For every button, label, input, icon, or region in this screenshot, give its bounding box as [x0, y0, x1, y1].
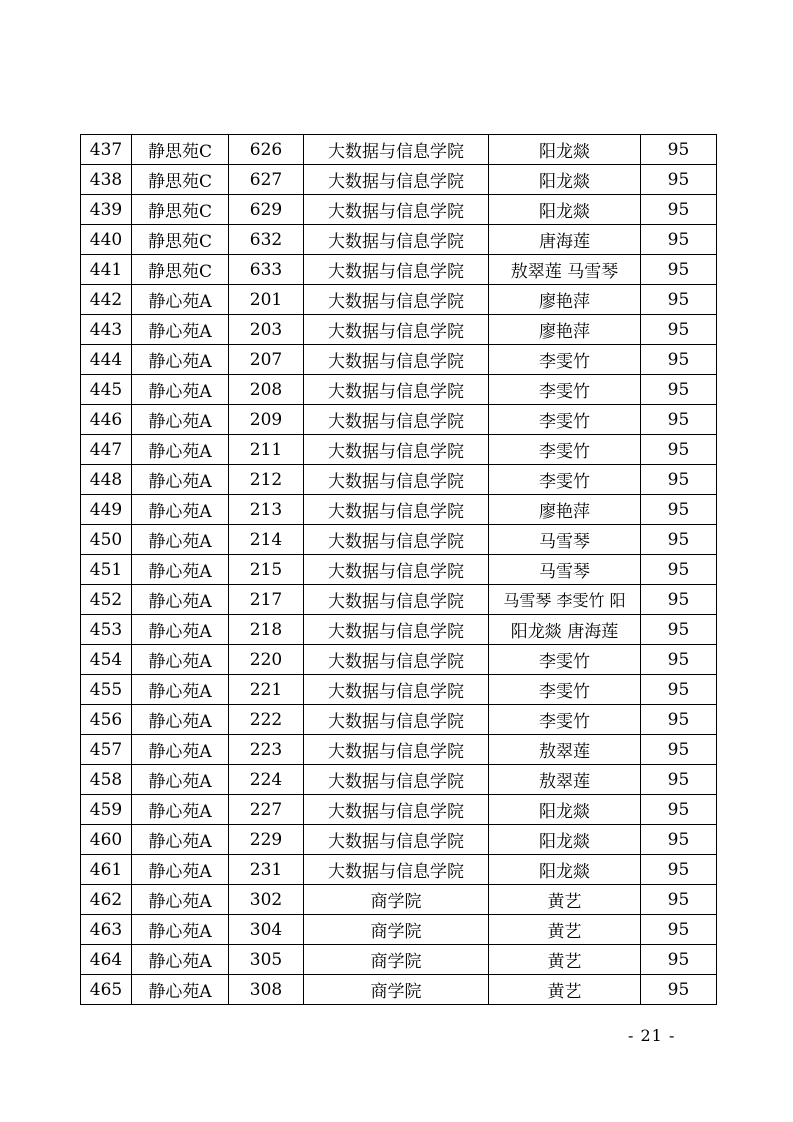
- cell-building: 静心苑A: [132, 615, 229, 645]
- cell-person: 黄艺: [489, 885, 641, 915]
- cell-building: 静思苑C: [132, 255, 229, 285]
- cell-room: 304: [229, 915, 304, 945]
- cell-room: 201: [229, 285, 304, 315]
- cell-number: 437: [81, 135, 132, 165]
- cell-building: 静思苑C: [132, 165, 229, 195]
- table-row: [81, 435, 717, 465]
- table-row: [81, 975, 717, 1005]
- cell-number: 455: [81, 675, 132, 705]
- cell-room: 217: [229, 585, 304, 615]
- cell-building: 静心苑A: [132, 555, 229, 585]
- dorm-score-table: [80, 134, 717, 1005]
- table-row: [81, 225, 717, 255]
- cell-score: 95: [641, 705, 717, 735]
- cell-college: 大数据与信息学院: [304, 615, 489, 645]
- table-row: [81, 375, 717, 405]
- cell-score: 95: [641, 435, 717, 465]
- cell-score: 95: [641, 315, 717, 345]
- cell-room: 224: [229, 765, 304, 795]
- cell-person: 阳龙燚 唐海莲: [489, 615, 641, 645]
- cell-score: 95: [641, 465, 717, 495]
- cell-person: 李雯竹: [489, 675, 641, 705]
- cell-building: 静心苑A: [132, 525, 229, 555]
- cell-building: 静思苑C: [132, 195, 229, 225]
- cell-college: 大数据与信息学院: [304, 825, 489, 855]
- cell-college: 大数据与信息学院: [304, 765, 489, 795]
- cell-person: 李雯竹: [489, 435, 641, 465]
- cell-college: 大数据与信息学院: [304, 255, 489, 285]
- cell-college: 大数据与信息学院: [304, 135, 489, 165]
- cell-number: 464: [81, 945, 132, 975]
- cell-person: 李雯竹: [489, 645, 641, 675]
- cell-college: 大数据与信息学院: [304, 165, 489, 195]
- cell-score: 95: [641, 915, 717, 945]
- cell-number: 459: [81, 795, 132, 825]
- cell-person: 李雯竹: [489, 705, 641, 735]
- cell-college: 大数据与信息学院: [304, 465, 489, 495]
- table-row: [81, 885, 717, 915]
- cell-number: 445: [81, 375, 132, 405]
- cell-person: 阳龙燚: [489, 825, 641, 855]
- cell-room: 209: [229, 405, 304, 435]
- cell-person: 马雪琴: [489, 555, 641, 585]
- table-row: [81, 135, 717, 165]
- cell-person: 敖翠莲: [489, 735, 641, 765]
- cell-score: 95: [641, 765, 717, 795]
- cell-college: 大数据与信息学院: [304, 855, 489, 885]
- table-row: [81, 735, 717, 765]
- cell-number: 462: [81, 885, 132, 915]
- table-row: [81, 945, 717, 975]
- table-row: [81, 615, 717, 645]
- cell-score: 95: [641, 345, 717, 375]
- cell-room: 207: [229, 345, 304, 375]
- cell-number: 454: [81, 645, 132, 675]
- table-row: [81, 645, 717, 675]
- cell-person: 阳龙燚: [489, 195, 641, 225]
- cell-college: 大数据与信息学院: [304, 345, 489, 375]
- table-row: [81, 795, 717, 825]
- table-row: [81, 825, 717, 855]
- cell-score: 95: [641, 645, 717, 675]
- cell-score: 95: [641, 375, 717, 405]
- cell-building: 静心苑A: [132, 975, 229, 1005]
- cell-person: 李雯竹: [489, 405, 641, 435]
- table-row: [81, 195, 717, 225]
- cell-number: 465: [81, 975, 132, 1005]
- cell-score: 95: [641, 225, 717, 255]
- cell-room: 227: [229, 795, 304, 825]
- cell-person: 李雯竹: [489, 465, 641, 495]
- cell-room: 627: [229, 165, 304, 195]
- cell-score: 95: [641, 195, 717, 225]
- cell-number: 446: [81, 405, 132, 435]
- cell-person: 阳龙燚: [489, 165, 641, 195]
- cell-college: 大数据与信息学院: [304, 675, 489, 705]
- cell-number: 458: [81, 765, 132, 795]
- table-row: [81, 165, 717, 195]
- cell-person: 马雪琴: [489, 525, 641, 555]
- cell-score: 95: [641, 945, 717, 975]
- cell-building: 静心苑A: [132, 705, 229, 735]
- cell-score: 95: [641, 795, 717, 825]
- cell-score: 95: [641, 555, 717, 585]
- cell-college: 商学院: [304, 975, 489, 1005]
- cell-building: 静心苑A: [132, 945, 229, 975]
- cell-building: 静心苑A: [132, 465, 229, 495]
- cell-college: 大数据与信息学院: [304, 585, 489, 615]
- cell-room: 211: [229, 435, 304, 465]
- cell-person: 廖艳萍: [489, 285, 641, 315]
- cell-college: 大数据与信息学院: [304, 375, 489, 405]
- cell-number: 453: [81, 615, 132, 645]
- cell-building: 静心苑A: [132, 345, 229, 375]
- table-row: [81, 585, 717, 615]
- cell-score: 95: [641, 975, 717, 1005]
- cell-number: 456: [81, 705, 132, 735]
- cell-score: 95: [641, 675, 717, 705]
- table-body: [81, 135, 717, 1005]
- cell-person: 李雯竹: [489, 345, 641, 375]
- cell-building: 静心苑A: [132, 495, 229, 525]
- cell-person: 唐海莲: [489, 225, 641, 255]
- cell-score: 95: [641, 825, 717, 855]
- cell-number: 448: [81, 465, 132, 495]
- table-row: [81, 495, 717, 525]
- cell-person: 阳龙燚: [489, 855, 641, 885]
- cell-number: 457: [81, 735, 132, 765]
- cell-college: 大数据与信息学院: [304, 525, 489, 555]
- cell-building: 静心苑A: [132, 315, 229, 345]
- cell-room: 215: [229, 555, 304, 585]
- table-row: [81, 255, 717, 285]
- cell-room: 208: [229, 375, 304, 405]
- cell-person: 黄艺: [489, 975, 641, 1005]
- cell-college: 大数据与信息学院: [304, 495, 489, 525]
- cell-number: 463: [81, 915, 132, 945]
- cell-score: 95: [641, 135, 717, 165]
- cell-score: 95: [641, 855, 717, 885]
- cell-person: 敖翠莲 马雪琴: [489, 255, 641, 285]
- cell-room: 222: [229, 705, 304, 735]
- cell-building: 静心苑A: [132, 285, 229, 315]
- cell-person: 黄艺: [489, 945, 641, 975]
- cell-room: 221: [229, 675, 304, 705]
- cell-person: 黄艺: [489, 915, 641, 945]
- cell-building: 静思苑C: [132, 135, 229, 165]
- table-row: [81, 705, 717, 735]
- table-row: [81, 525, 717, 555]
- cell-number: 441: [81, 255, 132, 285]
- cell-score: 95: [641, 615, 717, 645]
- cell-number: 443: [81, 315, 132, 345]
- cell-college: 大数据与信息学院: [304, 195, 489, 225]
- cell-building: 静心苑A: [132, 435, 229, 465]
- cell-college: 大数据与信息学院: [304, 645, 489, 675]
- cell-building: 静心苑A: [132, 735, 229, 765]
- cell-number: 438: [81, 165, 132, 195]
- cell-college: 大数据与信息学院: [304, 555, 489, 585]
- table-row: [81, 765, 717, 795]
- cell-room: 633: [229, 255, 304, 285]
- cell-college: 大数据与信息学院: [304, 435, 489, 465]
- cell-score: 95: [641, 255, 717, 285]
- cell-college: 大数据与信息学院: [304, 405, 489, 435]
- cell-number: 442: [81, 285, 132, 315]
- cell-college: 大数据与信息学院: [304, 285, 489, 315]
- cell-number: 451: [81, 555, 132, 585]
- cell-building: 静心苑A: [132, 825, 229, 855]
- cell-score: 95: [641, 885, 717, 915]
- cell-person: 廖艳萍: [489, 495, 641, 525]
- table-row: [81, 405, 717, 435]
- table-row: [81, 855, 717, 885]
- table-row: [81, 285, 717, 315]
- cell-room: 231: [229, 855, 304, 885]
- table-row: [81, 465, 717, 495]
- cell-building: 静心苑A: [132, 885, 229, 915]
- cell-number: 440: [81, 225, 132, 255]
- cell-person: 阳龙燚: [489, 795, 641, 825]
- cell-college: 大数据与信息学院: [304, 225, 489, 255]
- cell-building: 静心苑A: [132, 585, 229, 615]
- cell-college: 商学院: [304, 945, 489, 975]
- cell-college: 大数据与信息学院: [304, 795, 489, 825]
- cell-college: 大数据与信息学院: [304, 705, 489, 735]
- cell-score: 95: [641, 405, 717, 435]
- cell-number: 447: [81, 435, 132, 465]
- cell-college: 商学院: [304, 915, 489, 945]
- cell-number: 439: [81, 195, 132, 225]
- cell-building: 静心苑A: [132, 405, 229, 435]
- cell-room: 212: [229, 465, 304, 495]
- cell-building: 静心苑A: [132, 675, 229, 705]
- cell-college: 大数据与信息学院: [304, 735, 489, 765]
- page-number: - 21 -: [628, 1026, 676, 1045]
- cell-room: 223: [229, 735, 304, 765]
- cell-number: 450: [81, 525, 132, 555]
- cell-building: 静心苑A: [132, 795, 229, 825]
- cell-person: 廖艳萍: [489, 315, 641, 345]
- cell-room: 213: [229, 495, 304, 525]
- cell-score: 95: [641, 495, 717, 525]
- cell-building: 静心苑A: [132, 765, 229, 795]
- cell-building: 静心苑A: [132, 915, 229, 945]
- cell-person: 敖翠莲: [489, 765, 641, 795]
- cell-college: 商学院: [304, 885, 489, 915]
- table-row: [81, 675, 717, 705]
- cell-room: 220: [229, 645, 304, 675]
- cell-room: 203: [229, 315, 304, 345]
- cell-college: 大数据与信息学院: [304, 315, 489, 345]
- cell-room: 302: [229, 885, 304, 915]
- cell-room: 626: [229, 135, 304, 165]
- table-row: [81, 315, 717, 345]
- table-row: [81, 345, 717, 375]
- cell-room: 629: [229, 195, 304, 225]
- cell-building: 静思苑C: [132, 225, 229, 255]
- cell-building: 静心苑A: [132, 855, 229, 885]
- cell-building: 静心苑A: [132, 645, 229, 675]
- cell-person: 阳龙燚: [489, 135, 641, 165]
- table-row: [81, 915, 717, 945]
- cell-number: 449: [81, 495, 132, 525]
- cell-building: 静心苑A: [132, 375, 229, 405]
- cell-score: 95: [641, 585, 717, 615]
- cell-room: 229: [229, 825, 304, 855]
- cell-score: 95: [641, 165, 717, 195]
- cell-room: 305: [229, 945, 304, 975]
- cell-number: 460: [81, 825, 132, 855]
- cell-score: 95: [641, 525, 717, 555]
- cell-person: 马雪琴 李雯竹 阳: [489, 585, 641, 615]
- table-row: [81, 555, 717, 585]
- cell-number: 452: [81, 585, 132, 615]
- cell-room: 214: [229, 525, 304, 555]
- cell-score: 95: [641, 285, 717, 315]
- cell-room: 632: [229, 225, 304, 255]
- cell-number: 461: [81, 855, 132, 885]
- cell-room: 308: [229, 975, 304, 1005]
- cell-number: 444: [81, 345, 132, 375]
- cell-person: 李雯竹: [489, 375, 641, 405]
- cell-room: 218: [229, 615, 304, 645]
- cell-score: 95: [641, 735, 717, 765]
